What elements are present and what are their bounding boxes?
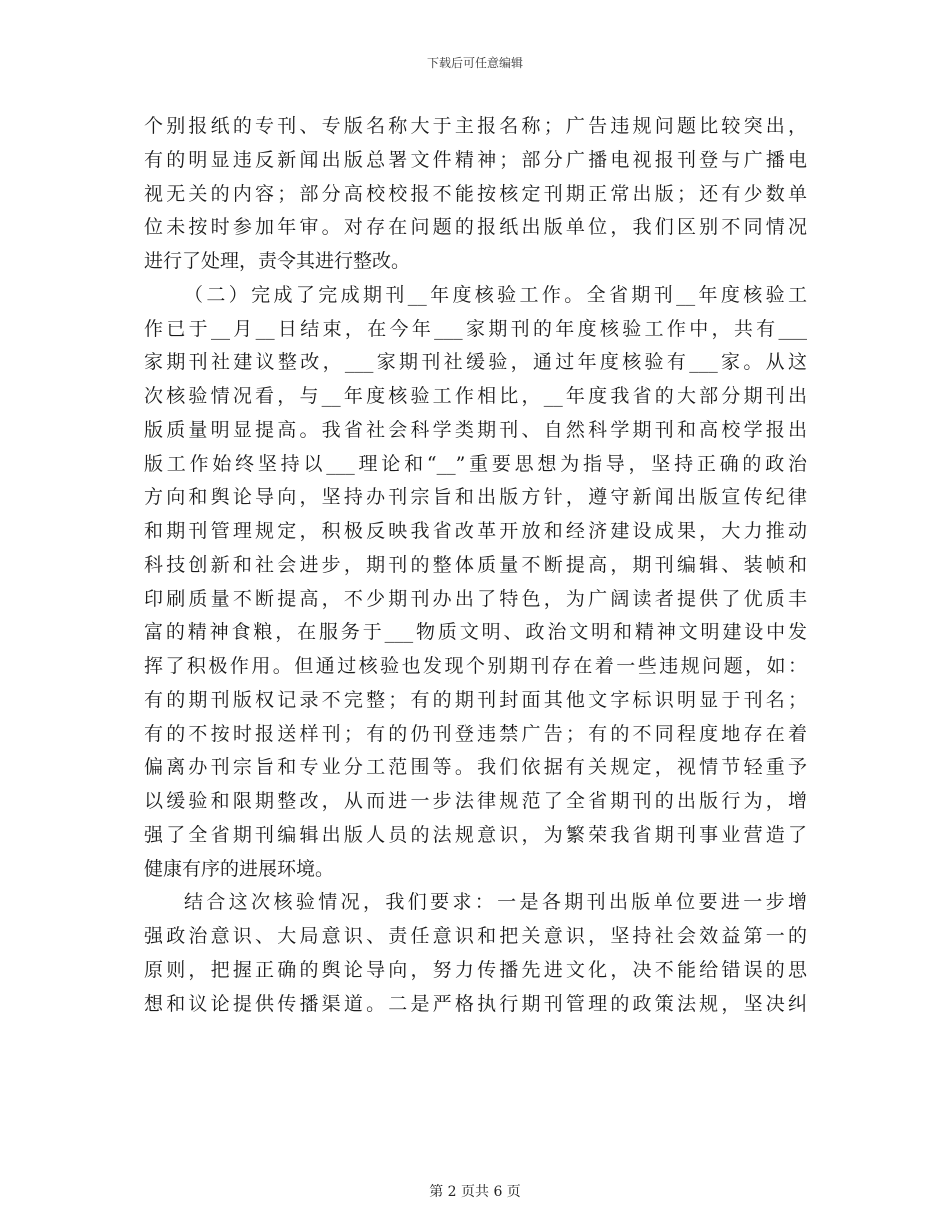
text-line: 版质量明显提高。我省社会科学类期刊、自然科学期刊和高校学报出 xyxy=(144,418,807,441)
text-line: 进行了处理，责令其进行整改。 xyxy=(144,250,411,272)
text-line: 有的期刊版权记录不完整；有的期刊封面其他文字标识明显于刊名； xyxy=(144,688,807,711)
text-line: 富的精神食粮，在服务于___物质文明、政治文明和精神文明建设中发 xyxy=(144,621,807,644)
page-header: 下载后可任意编辑 xyxy=(426,56,523,70)
text-line: 想和议论提供传播渠道。二是严格执行期刊管理的政策法规，坚决纠 xyxy=(144,992,807,1015)
text-line: 原则，把握正确的舆论导向，努力传播先进文化，决不能给错误的思 xyxy=(144,958,807,981)
text-line: 次核验情况看，与__年度核验工作相比，__年度我省的大部分期刊出 xyxy=(144,385,807,407)
document-body xyxy=(144,110,807,1021)
text-line: 个别报纸的专刊、专版名称大于主报名称；广告违规问题比较突出， xyxy=(144,115,807,137)
text-line: 作已于__月__日结束，在今年___家期刊的年度核验工作中，共有___ xyxy=(144,317,807,340)
text-line: 挥了积极作用。但通过核验也发现个别期刊存在着一些违规问题，如： xyxy=(144,655,807,677)
text-line: 结合这次核验情况，我们要求：一是各期刊出版单位要进一步增 xyxy=(184,891,807,914)
text-line: 有的明显违反新闻出版总署文件精神；部分广播电视报刊登与广播电 xyxy=(144,148,807,171)
text-line: 版工作始终坚持以___理论和“__”重要思想为指导，坚持正确的政治 xyxy=(144,452,807,475)
text-line: （二）完成了完成期刊__年度核验工作。全省期刊__年度核验工 xyxy=(184,283,807,306)
text-line: 印刷质量不断提高，不少期刊办出了特色，为广阔读者提供了优质丰 xyxy=(144,587,807,610)
text-line: 和期刊管理规定，积极反映我省改革开放和经济建设成果，大力推动 xyxy=(144,520,807,542)
text-line: 强了全省期刊编辑出版人员的法规意识，为繁荣我省期刊事业营造了 xyxy=(144,823,807,846)
text-line: 科技创新和社会进步，期刊的整体质量不断提高，期刊编辑、装帧和 xyxy=(144,553,807,576)
text-line: 以缓验和限期整改，从而进一步法律规范了全省期刊的出版行为，增 xyxy=(144,790,807,812)
text-line: 视无关的内容；部分高校校报不能按核定刊期正常出版；还有少数单 xyxy=(144,182,807,205)
page-footer: 第 2 页共 6 页 xyxy=(429,1184,521,1200)
text-line: 有的不按时报送样刊；有的仍刊登违禁广告；有的不同程度地存在着 xyxy=(144,722,807,745)
text-line: 方向和舆论导向，坚持办刊宗旨和出版方针，遵守新闻出版宣传纪律 xyxy=(144,486,807,509)
text-line: 健康有序的进展环境。 xyxy=(144,857,335,880)
text-line: 强政治意识、大局意识、责任意识和把关意识，坚持社会效益第一的 xyxy=(144,925,807,947)
text-line: 位未按时参加年审。对存在问题的报纸出版单位，我们区别不同情况 xyxy=(144,216,807,239)
text-line: 偏离办刊宗旨和专业分工范围等。我们依据有关规定，视情节轻重予 xyxy=(144,756,807,779)
text-line: 家期刊社建议整改，___家期刊社缓验，通过年度核验有___家。从这 xyxy=(144,351,807,374)
